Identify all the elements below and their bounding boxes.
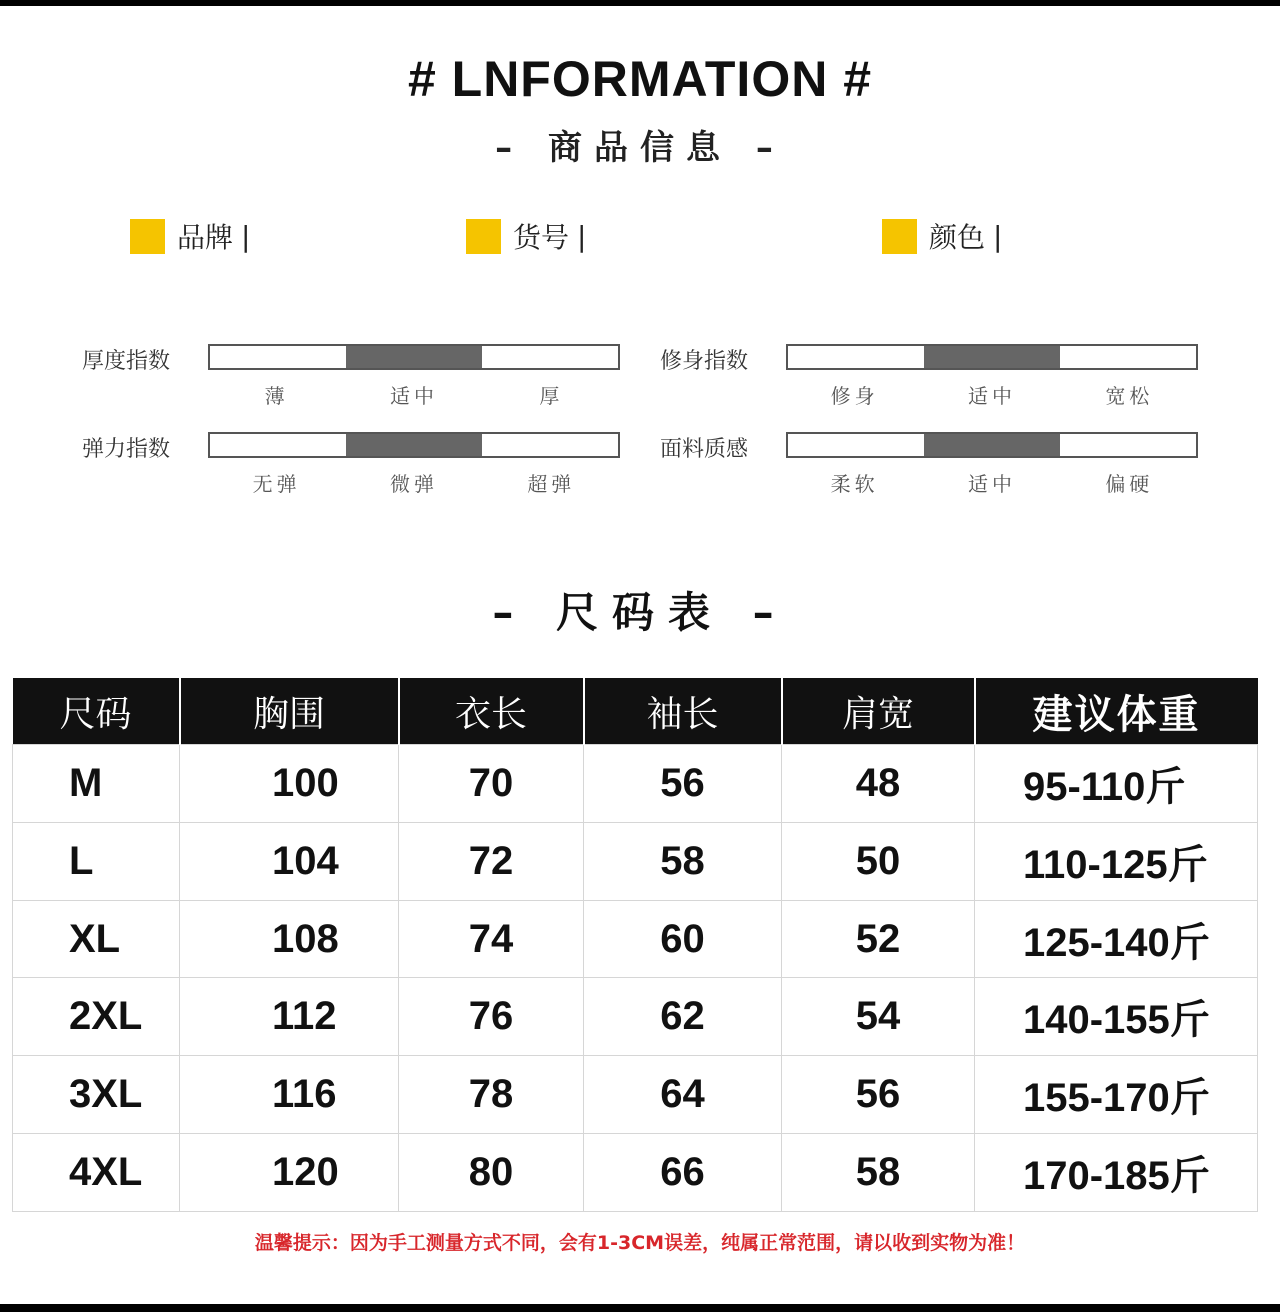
sleeve-cell: 64 (584, 1056, 782, 1134)
column-header: 肩宽 (782, 678, 975, 745)
scale-bar (786, 344, 1198, 370)
scale-tick: 超弹 (527, 472, 576, 496)
scale-tick: 修身 (830, 384, 879, 408)
scale-tick: 适中 (967, 384, 1016, 408)
weight-cell: 125-140斤 (975, 900, 1258, 978)
scale-bar (208, 432, 620, 458)
scale-ticks (208, 380, 620, 409)
chest-cell: 100 (180, 745, 399, 823)
shoulder-cell: 58 (782, 1134, 975, 1212)
yellow-square-icon (130, 219, 165, 254)
size-cell: XL (13, 900, 180, 978)
scale-segment (482, 346, 618, 368)
scale-tick: 无弹 (252, 472, 301, 496)
column-header: 衣长 (399, 678, 584, 745)
scale-tick: 柔软 (830, 472, 879, 496)
scale-ticks (786, 380, 1198, 409)
scale-tick: 微弹 (389, 472, 438, 496)
meta-color-label: 颜色 (929, 221, 986, 254)
sleeve-cell: 58 (584, 822, 782, 900)
length-cell: 72 (399, 822, 584, 900)
weight-cell: 95-110斤 (975, 745, 1258, 823)
scale-name: 厚度指数 (82, 349, 171, 374)
scale-bar (786, 432, 1198, 458)
scale-ticks (208, 468, 620, 497)
length-cell: 74 (399, 900, 584, 978)
scale-bar (208, 344, 620, 370)
size-cell: L (13, 822, 180, 900)
measurement-notice: 温馨提示：因为手工测量方式不同，会有1-3CM误差，纯属正常范围，请以收到实物为准！ (254, 1232, 1026, 1254)
meta-separator: | (577, 219, 587, 253)
fit-scale (660, 344, 1200, 414)
chest-cell: 112 (180, 978, 399, 1056)
length-cell: 80 (399, 1134, 584, 1212)
scale-name: 弹力指数 (82, 437, 171, 462)
scale-segment (1060, 346, 1196, 368)
chest-cell: 104 (180, 822, 399, 900)
table-header-row (13, 678, 1258, 745)
length-cell: 76 (399, 978, 584, 1056)
scale-name: 面料质感 (660, 437, 749, 462)
meta-separator: | (993, 219, 1003, 253)
scale-segment (788, 346, 924, 368)
meta-brand-label: 品牌 (177, 221, 234, 254)
table-row (13, 900, 1258, 978)
size-cell: 2XL (13, 978, 180, 1056)
thickness-scale (82, 344, 622, 414)
chest-cell: 120 (180, 1134, 399, 1212)
length-cell: 70 (399, 745, 584, 823)
scale-segment (1060, 434, 1196, 456)
size-chart-title: – 尺码表 – (492, 588, 788, 637)
size-cell: 3XL (13, 1056, 180, 1134)
meta-item-number-label: 货号 (513, 221, 570, 254)
scale-segment-selected (924, 346, 1060, 368)
sleeve-cell: 62 (584, 978, 782, 1056)
meta-separator: | (241, 219, 251, 253)
column-header: 建议体重 (975, 678, 1258, 745)
table-row (13, 822, 1258, 900)
yellow-square-icon (882, 219, 917, 254)
scale-tick: 宽松 (1105, 384, 1154, 408)
table-row (13, 978, 1258, 1056)
shoulder-cell: 52 (782, 900, 975, 978)
shoulder-cell: 56 (782, 1056, 975, 1134)
page-subtitle: – 商品信息 – (495, 128, 785, 168)
scale-tick: 偏硬 (1105, 472, 1154, 496)
page-title: # LNFORMATION # (407, 51, 873, 107)
scale-tick: 适中 (389, 384, 438, 408)
scale-segment-selected (346, 346, 482, 368)
yellow-square-icon (466, 219, 501, 254)
scale-segment (788, 434, 924, 456)
column-header: 胸围 (180, 678, 399, 745)
column-header: 尺码 (13, 678, 180, 745)
stretch-scale (82, 432, 622, 502)
scale-tick: 厚 (539, 384, 564, 408)
scale-tick: 适中 (967, 472, 1016, 496)
weight-cell: 140-155斤 (975, 978, 1258, 1056)
table-row (13, 1056, 1258, 1134)
shoulder-cell: 48 (782, 745, 975, 823)
sleeve-cell: 56 (584, 745, 782, 823)
scale-segment-selected (346, 434, 482, 456)
weight-cell: 155-170斤 (975, 1056, 1258, 1134)
meta-brand (130, 218, 250, 254)
length-cell: 78 (399, 1056, 584, 1134)
weight-cell: 110-125斤 (975, 822, 1258, 900)
meta-item-number (466, 218, 586, 254)
size-cell: M (13, 745, 180, 823)
chest-cell: 108 (180, 900, 399, 978)
column-header: 袖长 (584, 678, 782, 745)
chest-cell: 116 (180, 1056, 399, 1134)
fabric-scale (660, 432, 1200, 502)
size-table (12, 678, 1258, 1212)
sleeve-cell: 66 (584, 1134, 782, 1212)
scale-tick: 薄 (264, 384, 289, 408)
weight-cell: 170-185斤 (975, 1134, 1258, 1212)
shoulder-cell: 50 (782, 822, 975, 900)
shoulder-cell: 54 (782, 978, 975, 1056)
scale-segment (482, 434, 618, 456)
table-row (13, 745, 1258, 823)
meta-color (882, 218, 1002, 254)
scale-segment (210, 434, 346, 456)
scale-ticks (786, 468, 1198, 497)
scale-segment (210, 346, 346, 368)
sleeve-cell: 60 (584, 900, 782, 978)
product-info-sheet (0, 6, 1280, 1304)
scale-segment-selected (924, 434, 1060, 456)
table-row (13, 1134, 1258, 1212)
scale-name: 修身指数 (660, 349, 749, 374)
size-cell: 4XL (13, 1134, 180, 1212)
